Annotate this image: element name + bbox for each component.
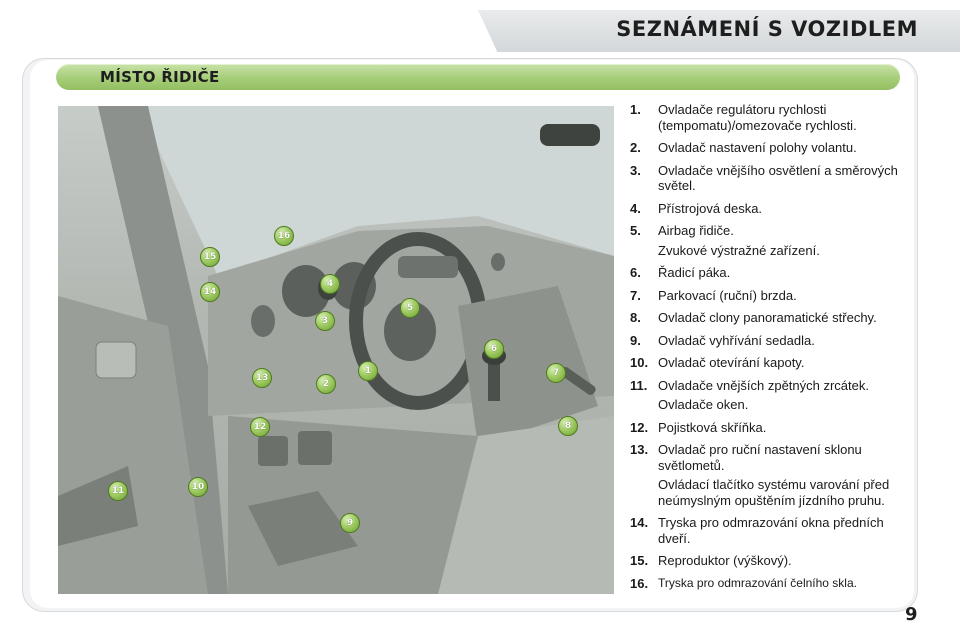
legend-text: Ovladače vnějších zpětných zrcátek. xyxy=(658,377,869,393)
callout-1: 1 xyxy=(358,361,378,381)
callout-10: 10 xyxy=(188,477,208,497)
legend-number: 1. xyxy=(630,102,641,117)
legend-item xyxy=(630,288,915,304)
legend-item xyxy=(630,102,915,133)
callout-8: 8 xyxy=(558,416,578,436)
legend-number: 9. xyxy=(630,332,641,348)
page-title: SEZNÁMENÍ S VOZIDLEM xyxy=(616,17,918,41)
callout-16: 16 xyxy=(274,226,294,246)
legend-item xyxy=(630,378,915,413)
legend-item xyxy=(630,515,915,546)
legend-item xyxy=(630,442,915,508)
callout-3: 3 xyxy=(315,311,335,331)
legend-list xyxy=(630,102,915,598)
legend-item xyxy=(630,310,915,326)
legend-text: Pojistková skříňka. xyxy=(658,419,767,435)
legend-text: Řadicí páka. xyxy=(658,265,731,280)
legend-number: 13. xyxy=(630,442,649,457)
legend-number: 5. xyxy=(630,223,641,238)
callout-6: 6 xyxy=(484,339,504,359)
callout-14: 14 xyxy=(200,282,220,302)
legend-number: 11. xyxy=(630,377,648,393)
legend-item xyxy=(630,576,915,592)
legend-number: 8. xyxy=(630,310,641,325)
legend-number: 6. xyxy=(630,265,641,280)
legend-number: 12. xyxy=(630,419,649,435)
section-title: MÍSTO ŘIDIČE xyxy=(100,68,220,86)
legend-text: Ovladače vnějšího osvětlení a směrových světel. xyxy=(658,162,898,193)
legend-subtext: Ovladače oken. xyxy=(658,397,749,412)
legend-text: Airbag řidiče. xyxy=(658,223,734,238)
legend-text: Parkovací (ruční) brzda. xyxy=(658,287,797,303)
callout-11: 11 xyxy=(108,481,128,501)
legend-item xyxy=(630,420,915,436)
legend-item xyxy=(630,163,915,194)
legend-item xyxy=(630,553,915,569)
cockpit-photo xyxy=(58,106,614,594)
legend-number: 7. xyxy=(630,287,641,303)
callout-13: 13 xyxy=(252,368,272,388)
legend-number: 2. xyxy=(630,140,641,155)
legend-item xyxy=(630,355,915,371)
legend-number: 10. xyxy=(630,355,649,370)
callout-7: 7 xyxy=(546,363,566,383)
callout-4: 4 xyxy=(320,274,340,294)
callout-15: 15 xyxy=(200,247,220,267)
legend-text: Tryska pro odmrazování okna předních dveří. xyxy=(658,515,884,546)
legend-number: 4. xyxy=(630,200,641,216)
callout-5: 5 xyxy=(400,298,420,318)
legend-number: 14. xyxy=(630,515,649,530)
legend-text: Ovladač nastavení polohy volantu. xyxy=(658,140,857,155)
legend-subtext: Zvukové výstražné zařízení. xyxy=(658,242,820,258)
callout-12: 12 xyxy=(250,417,270,437)
legend-number: 15. xyxy=(630,553,649,568)
legend-number: 3. xyxy=(630,162,641,178)
page-number: 9 xyxy=(905,604,918,625)
legend-item xyxy=(630,265,915,281)
legend-text: Ovladač vyhřívání sedadla. xyxy=(658,332,815,348)
callout-9: 9 xyxy=(340,513,360,533)
callout-2: 2 xyxy=(316,374,336,394)
legend-text: Přístrojová deska. xyxy=(658,200,763,216)
legend-text: Tryska pro odmrazování čelního skla. xyxy=(658,575,857,590)
legend-number: 16. xyxy=(630,575,649,591)
legend-item xyxy=(630,140,915,156)
legend-text: Reproduktor (výškový). xyxy=(658,553,792,568)
legend-subtext: Ovládací tlačítko systému varování před neúmyslným opuštěním jízdního pruhu. xyxy=(658,477,890,508)
legend-text: Ovladače regulátoru rychlosti (tempomatu)/omezovače rychlosti. xyxy=(658,102,857,133)
legend-item xyxy=(630,201,915,217)
legend-item xyxy=(630,333,915,349)
legend-item xyxy=(630,223,915,258)
cockpit-illustration xyxy=(58,106,614,594)
legend-text: Ovladač clony panoramatické střechy. xyxy=(658,310,877,325)
legend-text: Ovladač otevírání kapoty. xyxy=(658,355,805,370)
legend-text: Ovladač pro ruční nastavení sklonu světlometů. xyxy=(658,442,862,473)
